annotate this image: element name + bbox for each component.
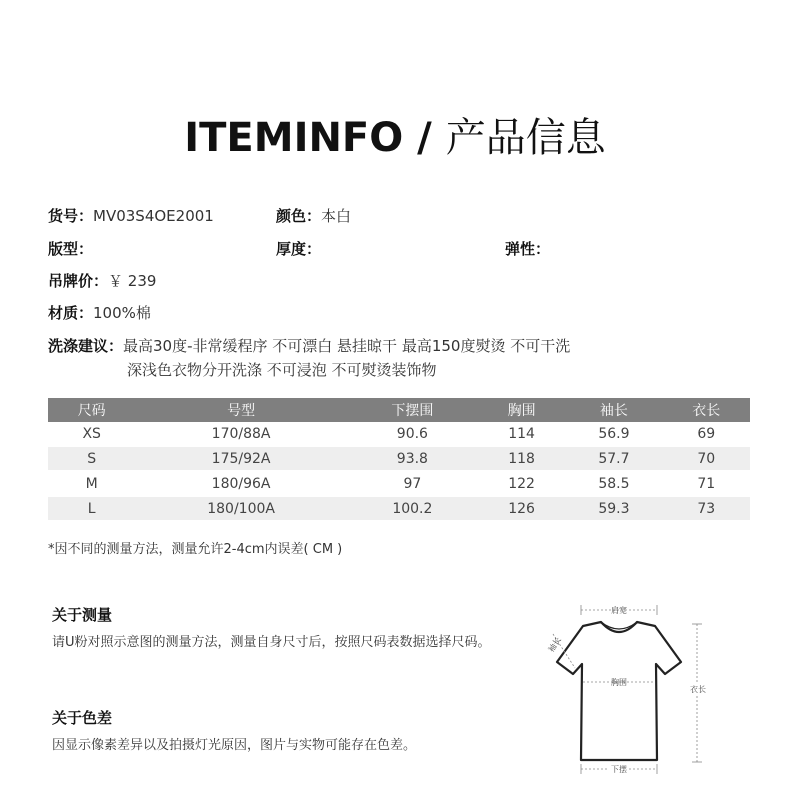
sku-value: MV03S4OE2001 [93,207,214,225]
table-cell: 59.3 [565,496,662,521]
tshirt-icon [557,622,681,760]
table-cell: 114 [478,422,565,446]
measure-text: 请U粉对照示意图的测量方法，测量自身尺寸后，按照尺码表数据选择尺码。 [52,635,491,650]
fit-row [48,238,93,259]
table-cell: 180/96A [135,471,346,496]
table-cell: 118 [478,446,565,471]
sku-row [48,205,214,226]
title-separator: / [403,115,446,161]
table-row [48,471,750,496]
wash-line-2: 深浅色衣物分开洗涤 不可浸泡 不可熨烫装饰物 [127,361,437,379]
label-sleeve: 袖长 [546,635,564,654]
header-model: 号型 [135,398,346,422]
page-title [0,106,790,163]
size-table-header [48,398,750,422]
wash-row [48,335,570,356]
size-table [48,398,750,522]
header-length: 衣长 [663,398,750,422]
color-diff-text: 因显示像素差异以及拍摄灯光原因，图片与实物可能存在色差。 [52,738,417,753]
header-sleeve: 袖长 [565,398,662,422]
table-cell: S [48,446,135,471]
table-cell: 58.5 [565,471,662,496]
table-cell: 122 [478,471,565,496]
material-value: 100%棉 [93,304,151,322]
table-cell: 175/92A [135,446,346,471]
material-label: 材质： [48,304,94,322]
fit-label: 版型： [48,240,94,258]
thickness-label: 厚度： [276,240,322,258]
price-label: 吊牌价： [48,272,109,290]
table-cell: 56.9 [565,422,662,446]
table-cell: XS [48,422,135,446]
table-cell: 97 [347,471,478,496]
sku-label: 货号： [48,207,94,225]
elastic-row [505,238,550,259]
color-diff-title: 关于色差 [52,709,113,727]
label-chest: 胸围 [611,678,627,687]
table-row [48,446,750,471]
table-cell: 71 [663,471,750,496]
header-hem: 下摆围 [347,398,478,422]
table-cell: 170/88A [135,422,346,446]
table-row [48,496,750,521]
header-chest: 胸围 [478,398,565,422]
title-en: ITEMINFO [184,115,404,161]
header-size: 尺码 [48,398,135,422]
price-value: ￥ 239 [108,272,157,290]
table-cell: L [48,496,135,521]
table-cell: 57.7 [565,446,662,471]
price-row [48,270,156,291]
table-cell: 100.2 [347,496,478,521]
label-shoulder: 肩宽 [611,606,627,615]
elastic-label: 弹性： [505,240,551,258]
thickness-row [276,238,321,259]
color-row [276,205,351,226]
color-value: 本白 [321,207,352,225]
wash-line-1: 最高30度-非常缓程序 不可漂白 悬挂晾干 最高150度熨烫 不可干洗 [123,337,571,355]
wash-label: 洗涤建议： [48,337,124,355]
table-cell: 70 [663,446,750,471]
label-length: 衣长 [690,685,706,694]
color-label: 颜色： [276,207,322,225]
tshirt-measurement-diagram [535,596,715,778]
title-cn: 产品信息 [445,115,606,161]
table-row [48,422,750,446]
table-cell: 93.8 [347,446,478,471]
table-cell: 126 [478,496,565,521]
measurement-note: *因不同的测量方法，测量允许2-4cm内误差( CM ) [48,542,343,557]
table-cell: 90.6 [347,422,478,446]
measure-title: 关于测量 [52,606,113,624]
label-hem: 下摆 [611,765,627,774]
table-cell: M [48,471,135,496]
material-row [48,302,151,323]
table-cell: 73 [663,496,750,521]
table-cell: 69 [663,422,750,446]
table-cell: 180/100A [135,496,346,521]
